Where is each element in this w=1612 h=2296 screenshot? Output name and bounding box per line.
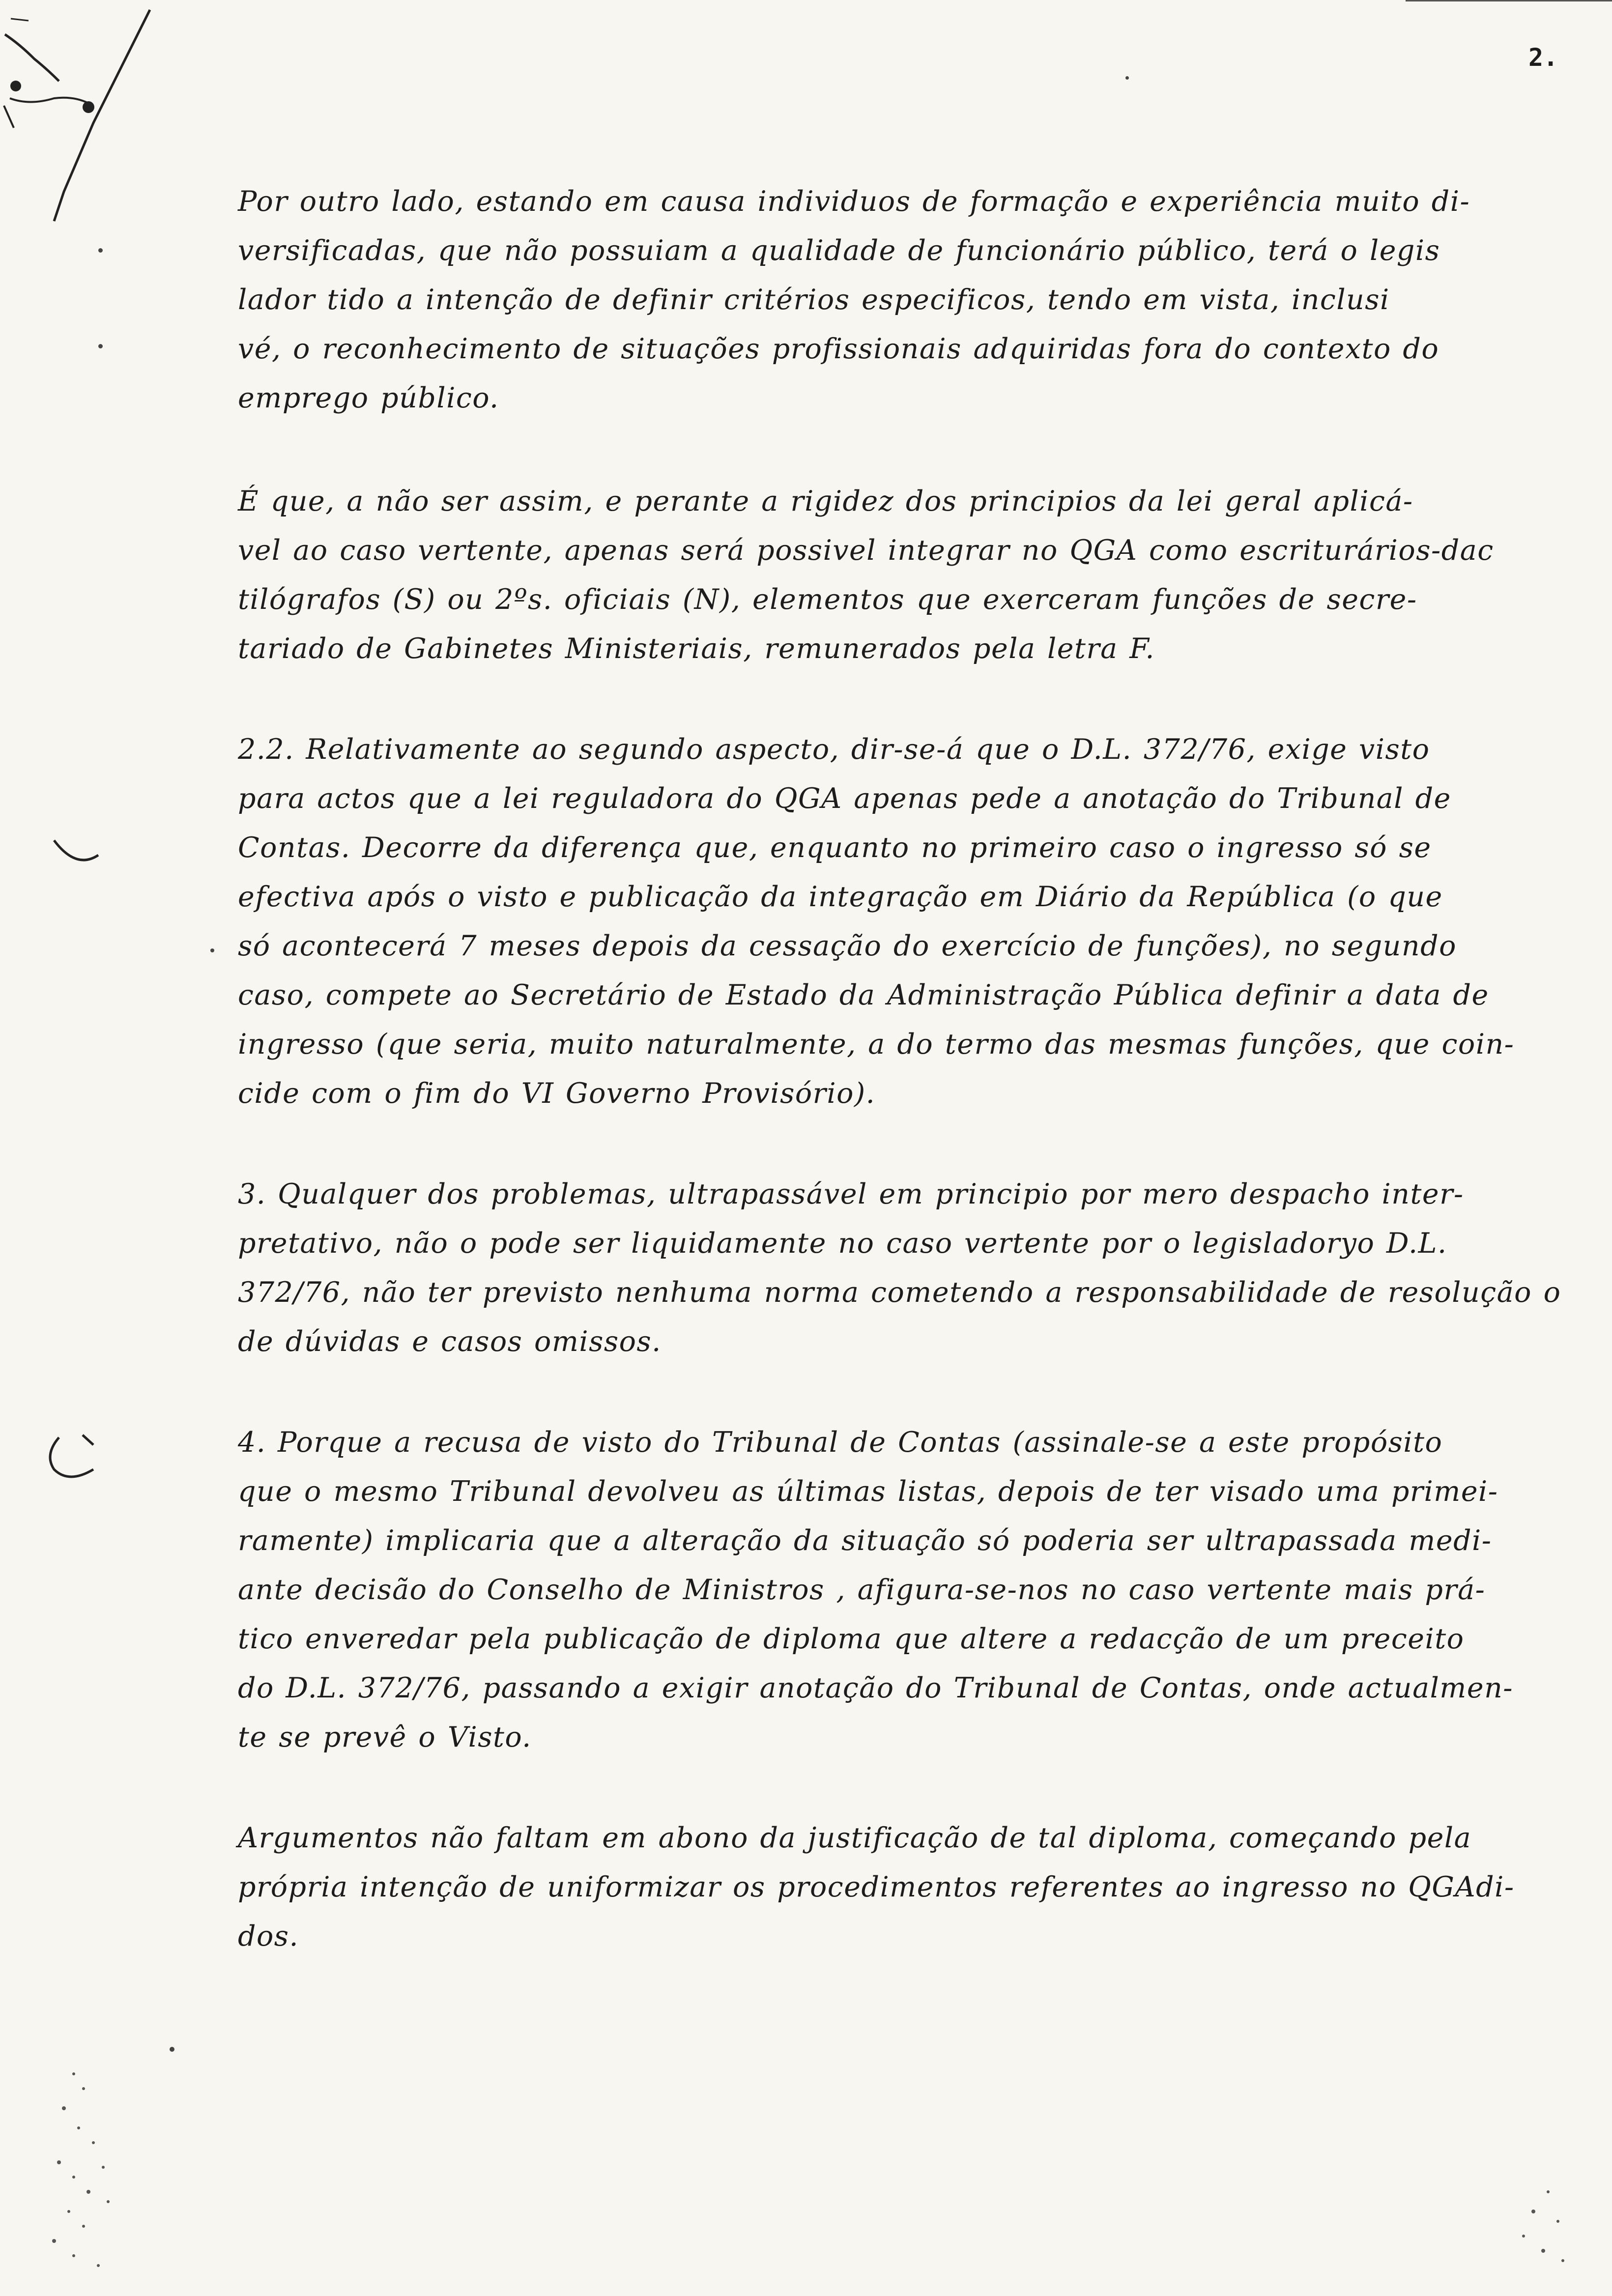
text-line: 2.2. Relativamente ao segundo aspecto, dir-se-á que o D.L. 372/76, exige visto (238, 733, 1430, 766)
text-line: do D.L. 372/76, passando a exigir anotação do Tribunal de Contas, onde actualmen- (238, 1672, 1514, 1704)
text-line: versificadas, que não possuiam a qualidade de funcionário público, terá o legis (238, 234, 1440, 267)
text-line: tariado de Gabinetes Ministeriais, remunerados pela letra F. (238, 632, 1155, 665)
paragraph (238, 477, 1575, 673)
speck (170, 2047, 174, 2052)
text-line: emprego público. (238, 382, 499, 414)
text-line: efectiva após o visto e publicação da integração em Diário da República (o que (238, 881, 1443, 913)
text-line: dos. (238, 1920, 299, 1952)
punch-hole-mark (49, 835, 108, 875)
speck (98, 344, 103, 348)
text-line: 3. Qualquer dos problemas, ultrapassável em principio por mero despacho inter- (238, 1178, 1464, 1210)
paragraph (238, 177, 1575, 423)
text-line: própria intenção de uniformizar os procedimentos referentes ao ingresso no QGAdi- (238, 1871, 1515, 1903)
text-line: pretativo, não o pode ser liquidamente no caso vertente por o legisladoryo D.L. (238, 1227, 1447, 1260)
speck (210, 948, 214, 952)
paragraph (238, 1418, 1575, 1762)
speck (1125, 76, 1129, 80)
text-line: vé, o reconhecimento de situações profissionais adquiridas fora do contexto do (238, 333, 1439, 365)
paragraph (238, 725, 1575, 1118)
text-line: tilógrafos (S) ou 2ºs. oficiais (N), elementos que exerceram funções de secre- (238, 583, 1417, 616)
text-line: tico enveredar pela publicação de diploma que altere a redacção de um preceito (238, 1623, 1465, 1655)
text-line: ingresso (que seria, muito naturalmente, a do termo das mesmas funções, que coin- (238, 1028, 1515, 1061)
paragraph (238, 1170, 1575, 1366)
text-line: te se prevê o Visto. (238, 1721, 532, 1753)
text-line: Contas. Decorre da diferença que, enquanto no primeiro caso o ingresso só se (238, 832, 1432, 864)
text-line: 372/76, não ter previsto nenhuma norma cometendo a responsabilidade de resolução o (238, 1276, 1561, 1309)
text-line: só acontecerá 7 meses depois da cessação do exercício de funções), no segundo (238, 930, 1457, 962)
page-number: 2. (1528, 43, 1558, 72)
punch-hole-mark (44, 1425, 108, 1489)
scanner-noise (1504, 2182, 1583, 2270)
text-line: lador tido a intenção de definir critérios especificos, tendo em vista, inclusi (238, 284, 1390, 316)
text-line: para actos que a lei reguladora do QGA apenas pede a anotação do Tribunal de (238, 782, 1451, 815)
margin-pen-mark (0, 0, 167, 256)
text-line: vel ao caso vertente, apenas será possivel integrar no QGA como escriturários-dac (238, 534, 1494, 567)
text-line: 4. Porque a recusa de visto do Tribunal de Contas (assinale-se a este propósito (238, 1426, 1443, 1459)
scanner-noise (44, 2064, 143, 2275)
text-line: ramente) implicaria que a alteração da situação só poderia ser ultrapassada medi- (238, 1524, 1492, 1557)
text-line: caso, compete ao Secretário de Estado da Administração Pública definir a data de (238, 979, 1489, 1011)
paragraph (238, 1813, 1575, 1961)
text-line: É que, a não ser assim, e perante a rigidez dos principios da lei geral aplicá- (238, 485, 1413, 517)
text-line: cide com o fim do VI Governo Provisório). (238, 1077, 876, 1110)
top-edge-line (1406, 0, 1612, 1)
text-line: de dúvidas e casos omissos. (238, 1325, 662, 1358)
text-line: que o mesmo Tribunal devolveu as últimas listas, depois de ter visado uma primei- (238, 1475, 1498, 1508)
text-line: Por outro lado, estando em causa individuos de formação e experiência muito di- (238, 185, 1470, 218)
speck (98, 248, 103, 253)
text-line: ante decisão do Conselho de Ministros , afigura-se-nos no caso vertente mais prá- (238, 1574, 1486, 1606)
text-line: Argumentos não faltam em abono da justificação de tal diploma, começando pela (238, 1822, 1472, 1854)
